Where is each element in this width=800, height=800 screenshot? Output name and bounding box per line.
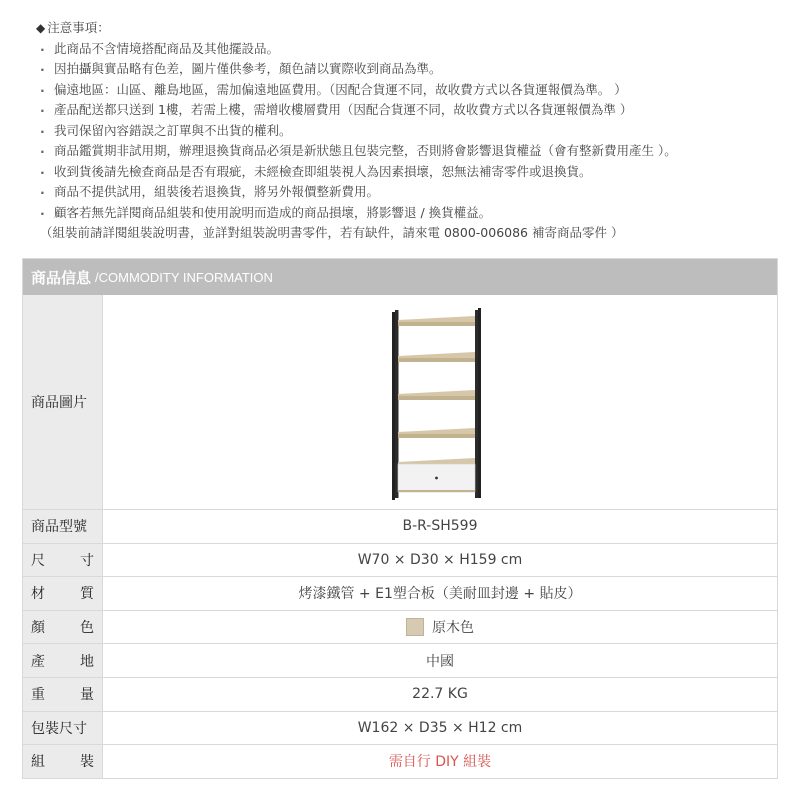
label-char: 地 xyxy=(80,653,94,670)
list-item: . 顧客若無先詳閱商品組裝和使用說明而造成的商品損壞，將影響退 / 換貨權益。 xyxy=(36,203,786,224)
row-value: W162 × D35 × H12 cm xyxy=(357,719,523,736)
row-label: 包裝尺寸 xyxy=(23,712,103,745)
notice-heading-text: 注意事項： xyxy=(47,20,110,35)
table-header xyxy=(23,259,777,295)
label-char: 色 xyxy=(80,620,94,637)
table-title: 商品信息 xyxy=(31,268,92,287)
label-char: 裝 xyxy=(80,754,94,771)
row-label: 商品圖片 xyxy=(23,295,103,509)
commodity-info-table xyxy=(22,258,778,779)
row-value: 中國 xyxy=(426,653,454,670)
row-value: 需自行 DIY 組裝 xyxy=(388,754,492,771)
list-item: . 偏遠地區：山區、離島地區，需加偏遠地區費用。（因配合貨運不同，故收費方式以各貨運報價為準。 ） xyxy=(36,80,786,101)
table-subtitle: /COMMODITY INFORMATION xyxy=(95,269,273,285)
table-row xyxy=(23,711,777,745)
row-value: 22.7 KG xyxy=(412,686,468,703)
label-char: 尺 xyxy=(31,552,45,569)
table-row-image xyxy=(23,295,777,509)
label-char: 質 xyxy=(80,586,94,603)
table-row xyxy=(23,643,777,677)
table-row xyxy=(23,744,777,778)
label-char: 組 xyxy=(31,754,45,771)
row-label xyxy=(23,644,103,677)
list-item: . 我司保留內容錯誤之訂單與不出貨的權利。 xyxy=(36,121,786,142)
row-label xyxy=(23,544,103,577)
list-item: . 產品配送都只送到 1樓，若需上樓，需增收樓層費用（因配合貨運不同，故收費方式以各貨運報價為準 ） xyxy=(36,100,786,121)
label-char: 量 xyxy=(80,687,94,704)
notice-heading xyxy=(36,18,786,39)
row-label xyxy=(23,577,103,610)
row-value xyxy=(103,611,777,644)
row-label xyxy=(23,611,103,644)
list-item: . 收到貨後請先檢查商品是否有瑕疵，未經檢查即組裝視人為因素損壞，恕無法補寄零件或退換貨。 xyxy=(36,162,786,183)
assembly-footnote: （組裝前請詳閱組裝說明書，並詳對組裝說明書零件，若有缺件，請來電 0800-006086 補寄商品零件 ） xyxy=(40,225,624,240)
row-value: 烤漆鐵管 + E1塑合板（美耐皿封邊 + 貼皮） xyxy=(298,586,582,603)
diamond-bullet-icon: ◆ xyxy=(36,21,46,35)
row-label xyxy=(23,678,103,711)
row-value: B-R-SH599 xyxy=(402,518,478,535)
list-item: . 此商品不含情境搭配商品及其他擺設品。 xyxy=(36,39,786,60)
table-row xyxy=(23,543,777,577)
label-char: 材 xyxy=(31,586,45,603)
bookshelf-icon xyxy=(390,304,490,500)
table-row xyxy=(23,610,777,644)
list-item: . 因拍攝與實品略有色差，圖片僅供參考，顏色請以實際收到商品為準。 xyxy=(36,59,786,80)
color-name: 原木色 xyxy=(432,620,474,637)
label-char: 重 xyxy=(31,687,45,704)
label-char: 寸 xyxy=(80,552,94,569)
label-char: 顏 xyxy=(31,620,45,637)
label-char: 產 xyxy=(31,653,45,670)
row-label xyxy=(23,745,103,778)
notice-list xyxy=(36,39,786,224)
table-row xyxy=(23,677,777,711)
table-row xyxy=(23,576,777,610)
row-label: 商品型號 xyxy=(23,510,103,543)
row-value: W70 × D30 × H159 cm xyxy=(357,551,523,568)
product-image xyxy=(103,295,777,509)
list-item: . 商品不提供試用，組裝後若退換貨，將另外報價整新費用。 xyxy=(36,182,786,203)
list-item: . 商品鑑賞期非試用期，辦理退換貨商品必須是新狀態且包裝完整，否則將會影響退貨權益（會有整新費用產生 ）。 xyxy=(36,141,786,162)
table-row xyxy=(23,509,777,543)
color-swatch xyxy=(406,618,424,636)
notice-section xyxy=(36,18,786,244)
